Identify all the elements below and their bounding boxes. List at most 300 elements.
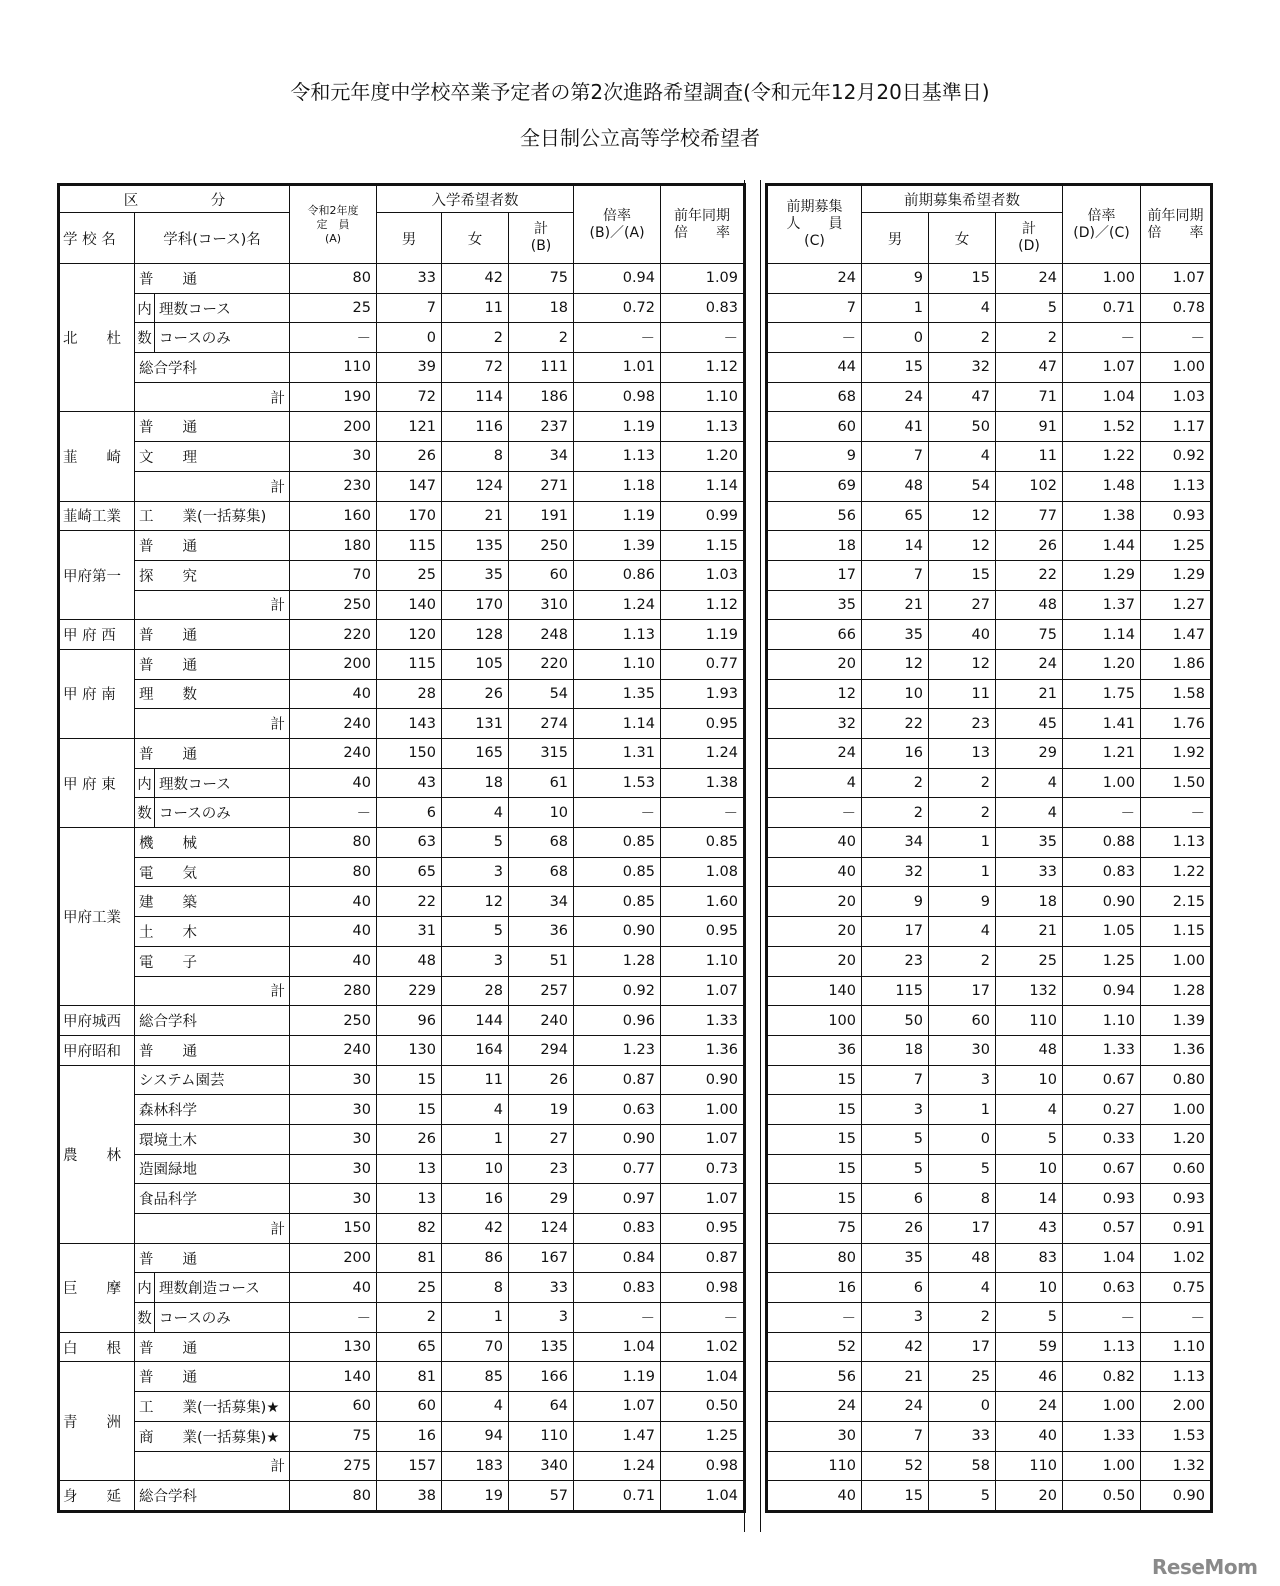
subject-name-cell: 総合学科: [135, 1006, 290, 1036]
prev-ratio-cell: 1.04: [661, 1362, 745, 1392]
ratio-ba-cell: 1.23: [574, 1035, 661, 1065]
capacity-a-cell: 150: [290, 1214, 377, 1244]
subject-name-cell: 普 通: [135, 1332, 290, 1362]
male-cell: 121: [377, 412, 442, 442]
female-cell: 1: [442, 1124, 509, 1154]
total-d-cell: 102: [996, 471, 1063, 501]
female-cell: 4: [442, 1392, 509, 1422]
table-row: [59, 323, 745, 353]
total-d-cell: 10: [996, 1065, 1063, 1095]
early-female-cell: 0: [929, 1124, 996, 1154]
prev-ratio-cell: 0.85: [661, 828, 745, 858]
capacity-a-cell: 40: [290, 1273, 377, 1303]
capacity-a-cell: 230: [290, 471, 377, 501]
early-female-cell: 4: [929, 917, 996, 947]
table-row: [767, 828, 1212, 858]
header-male-right: 男: [862, 213, 929, 264]
male-cell: 65: [377, 1332, 442, 1362]
male-cell: 25: [377, 560, 442, 590]
header-total-b: [509, 213, 574, 264]
ratio-ba-cell: 0.96: [574, 1006, 661, 1036]
table-row: [59, 1362, 745, 1392]
prev-ratio-cell: 1.07: [661, 1124, 745, 1154]
ratio-ba-cell: 1.39: [574, 531, 661, 561]
table-row: [767, 531, 1212, 561]
male-cell: 31: [377, 917, 442, 947]
prev-ratio-cell: 1.12: [661, 353, 745, 383]
table-row: [59, 1095, 745, 1125]
total-d-cell: 45: [996, 709, 1063, 739]
female-cell: 4: [442, 798, 509, 828]
inner-count-marker: 数: [135, 798, 155, 828]
early-prev-ratio-cell: 1.32: [1141, 1451, 1212, 1481]
capacity-a-cell: 30: [290, 442, 377, 472]
early-female-cell: 4: [929, 1273, 996, 1303]
capacity-c-cell: 20: [767, 946, 862, 976]
table-row: [767, 382, 1212, 412]
early-female-cell: 58: [929, 1451, 996, 1481]
male-cell: 13: [377, 1154, 442, 1184]
total-d-cell: 22: [996, 560, 1063, 590]
header-applicants: 入学希望者数: [377, 185, 574, 213]
male-cell: 170: [377, 501, 442, 531]
ratio-ba-cell: 1.04: [574, 1332, 661, 1362]
early-female-cell: 12: [929, 649, 996, 679]
male-cell: 72: [377, 382, 442, 412]
capacity-c-cell: 110: [767, 1451, 862, 1481]
subject-name-cell: 造園緑地: [135, 1154, 290, 1184]
male-cell: 115: [377, 531, 442, 561]
table-row: [59, 1006, 745, 1036]
table-row: [59, 471, 745, 501]
female-cell: 11: [442, 1065, 509, 1095]
ratio-dc-cell: 1.38: [1063, 501, 1141, 531]
subtotal-label: 計: [135, 976, 290, 1006]
table-row: [59, 1065, 745, 1095]
table-row: [59, 1154, 745, 1184]
total-d-cell: 2: [996, 323, 1063, 353]
early-prev-ratio-cell: 0.92: [1141, 442, 1212, 472]
male-cell: 15: [377, 1095, 442, 1125]
ratio-ba-cell: 0.87: [574, 1065, 661, 1095]
header-male: 男: [377, 213, 442, 264]
table-row: [59, 412, 745, 442]
header-total-d-line2: (D): [1018, 238, 1040, 254]
header-female-right: 女: [929, 213, 996, 264]
subject-name-cell: 普 通: [135, 620, 290, 650]
capacity-c-cell: 20: [767, 649, 862, 679]
table-row: [59, 1481, 745, 1512]
male-cell: 39: [377, 353, 442, 383]
ratio-dc-cell: 1.44: [1063, 531, 1141, 561]
ratio-ba-cell: 1.31: [574, 739, 661, 769]
early-male-cell: 34: [862, 828, 929, 858]
table-row: [767, 1184, 1212, 1214]
early-female-cell: 2: [929, 323, 996, 353]
male-cell: 13: [377, 1184, 442, 1214]
table-row: [59, 1451, 745, 1481]
total-d-cell: 91: [996, 412, 1063, 442]
total-b-cell: 271: [509, 471, 574, 501]
capacity-c-cell: 24: [767, 264, 862, 294]
ratio-ba-cell: 1.01: [574, 353, 661, 383]
male-cell: 6: [377, 798, 442, 828]
header-capacity-c-line1: 前期募集: [786, 199, 843, 215]
prev-ratio-cell: 0.98: [661, 1451, 745, 1481]
female-cell: 21: [442, 501, 509, 531]
prev-ratio-cell: 1.08: [661, 857, 745, 887]
total-d-cell: 5: [996, 1124, 1063, 1154]
capacity-a-cell: 40: [290, 887, 377, 917]
total-d-cell: 21: [996, 917, 1063, 947]
table-row: [59, 1332, 745, 1362]
capacity-a-cell: 80: [290, 1481, 377, 1512]
female-cell: 131: [442, 709, 509, 739]
early-female-cell: 50: [929, 412, 996, 442]
early-prev-ratio-cell: 1.58: [1141, 679, 1212, 709]
ratio-dc-cell: 0.63: [1063, 1273, 1141, 1303]
capacity-c-cell: 32: [767, 709, 862, 739]
table-row: [59, 1303, 745, 1333]
ratio-ba-cell: 0.90: [574, 1124, 661, 1154]
early-female-cell: 9: [929, 887, 996, 917]
table-row: [767, 293, 1212, 323]
capacity-a-cell: 250: [290, 1006, 377, 1036]
table-row: [767, 1273, 1212, 1303]
header-ratio-line2: (B)／(A): [589, 224, 645, 241]
capacity-a-cell: 190: [290, 382, 377, 412]
table-row: [59, 620, 745, 650]
total-b-cell: 2: [509, 323, 574, 353]
subject-name-cell: 普 通: [135, 739, 290, 769]
capacity-a-cell: 60: [290, 1392, 377, 1422]
capacity-c-cell: 20: [767, 887, 862, 917]
total-d-cell: 48: [996, 590, 1063, 620]
ratio-dc-cell: 1.00: [1063, 1451, 1141, 1481]
prev-ratio-cell: 1.07: [661, 1184, 745, 1214]
early-male-cell: 22: [862, 709, 929, 739]
total-d-cell: 26: [996, 531, 1063, 561]
total-d-cell: 35: [996, 828, 1063, 858]
table-row: [767, 798, 1212, 828]
table-row: [767, 649, 1212, 679]
ratio-ba-cell: 1.24: [574, 1451, 661, 1481]
male-cell: 33: [377, 264, 442, 294]
table-row: [767, 709, 1212, 739]
table-row: [767, 739, 1212, 769]
prev-ratio-cell: 1.00: [661, 1095, 745, 1125]
female-cell: 3: [442, 946, 509, 976]
table-row: [767, 1362, 1212, 1392]
early-prev-ratio-cell: 1.07: [1141, 264, 1212, 294]
early-male-cell: 115: [862, 976, 929, 1006]
table-row: [767, 560, 1212, 590]
total-b-cell: 111: [509, 353, 574, 383]
female-cell: 105: [442, 649, 509, 679]
total-d-cell: 5: [996, 293, 1063, 323]
early-male-cell: 9: [862, 264, 929, 294]
table-row: [59, 679, 745, 709]
early-male-cell: 5: [862, 1124, 929, 1154]
prev-ratio-cell: 0.90: [661, 1065, 745, 1095]
ratio-ba-cell: 1.47: [574, 1421, 661, 1451]
capacity-c-cell: 100: [767, 1006, 862, 1036]
capacity-a-cell: 25: [290, 293, 377, 323]
early-male-cell: 41: [862, 412, 929, 442]
early-prev-ratio-cell: －: [1141, 323, 1212, 353]
total-d-cell: 110: [996, 1006, 1063, 1036]
total-d-cell: 75: [996, 620, 1063, 650]
male-cell: 115: [377, 649, 442, 679]
table-row: [767, 264, 1212, 294]
capacity-c-cell: 69: [767, 471, 862, 501]
capacity-c-cell: 80: [767, 1243, 862, 1273]
total-d-cell: 18: [996, 887, 1063, 917]
school-name-cell: 甲 府 東: [59, 739, 135, 828]
female-cell: 5: [442, 828, 509, 858]
male-cell: 38: [377, 1481, 442, 1512]
early-male-cell: 21: [862, 1362, 929, 1392]
ratio-ba-cell: 0.92: [574, 976, 661, 1006]
subject-name-cell: 普 通: [135, 1362, 290, 1392]
ratio-ba-cell: 0.72: [574, 293, 661, 323]
capacity-a-cell: 160: [290, 501, 377, 531]
total-d-cell: 47: [996, 353, 1063, 383]
subject-name-cell: 総合学科: [135, 1481, 290, 1512]
header-prev-ratio-right: [1141, 185, 1212, 264]
table-row: [59, 887, 745, 917]
early-male-cell: 9: [862, 887, 929, 917]
total-b-cell: 110: [509, 1421, 574, 1451]
subject-name-cell: 理数コース: [155, 293, 290, 323]
prev-ratio-cell: 0.77: [661, 649, 745, 679]
subject-name-cell: 理 数: [135, 679, 290, 709]
early-female-cell: 2: [929, 946, 996, 976]
ratio-dc-cell: 1.05: [1063, 917, 1141, 947]
ratio-dc-cell: －: [1063, 323, 1141, 353]
school-name-cell: 青 洲: [59, 1362, 135, 1481]
early-female-cell: 1: [929, 1095, 996, 1125]
table-row: [767, 442, 1212, 472]
capacity-a-cell: 200: [290, 412, 377, 442]
early-male-cell: 0: [862, 323, 929, 353]
capacity-c-cell: 40: [767, 1481, 862, 1512]
capacity-c-cell: 44: [767, 353, 862, 383]
early-female-cell: 0: [929, 1392, 996, 1422]
male-cell: 63: [377, 828, 442, 858]
early-female-cell: 23: [929, 709, 996, 739]
total-d-cell: 10: [996, 1273, 1063, 1303]
total-d-cell: 59: [996, 1332, 1063, 1362]
table-row: [59, 1392, 745, 1422]
early-male-cell: 18: [862, 1035, 929, 1065]
table-row: [59, 442, 745, 472]
total-b-cell: 240: [509, 1006, 574, 1036]
early-male-cell: 65: [862, 501, 929, 531]
capacity-c-cell: 35: [767, 590, 862, 620]
capacity-c-cell: 60: [767, 412, 862, 442]
female-cell: 144: [442, 1006, 509, 1036]
female-cell: 165: [442, 739, 509, 769]
early-prev-ratio-cell: 2.15: [1141, 887, 1212, 917]
early-male-cell: 35: [862, 1243, 929, 1273]
female-cell: 183: [442, 1451, 509, 1481]
early-male-cell: 7: [862, 1065, 929, 1095]
subject-name-cell: 普 通: [135, 531, 290, 561]
early-prev-ratio-cell: 1.00: [1141, 1095, 1212, 1125]
ratio-dc-cell: 1.00: [1063, 768, 1141, 798]
early-prev-ratio-cell: 1.02: [1141, 1243, 1212, 1273]
early-prev-ratio-cell: 1.53: [1141, 1421, 1212, 1451]
total-b-cell: 135: [509, 1332, 574, 1362]
capacity-c-cell: 4: [767, 768, 862, 798]
school-name-cell: 甲府工業: [59, 828, 135, 1006]
inner-count-marker: 数: [135, 1303, 155, 1333]
capacity-a-cell: 240: [290, 1035, 377, 1065]
school-name-cell: 白 根: [59, 1332, 135, 1362]
subject-name-cell: 土 木: [135, 917, 290, 947]
applicants-table: [57, 183, 746, 1513]
capacity-a-cell: 30: [290, 1154, 377, 1184]
prev-ratio-cell: 1.60: [661, 887, 745, 917]
male-cell: 130: [377, 1035, 442, 1065]
ratio-dc-cell: 1.20: [1063, 649, 1141, 679]
early-female-cell: 25: [929, 1362, 996, 1392]
total-d-cell: 77: [996, 501, 1063, 531]
early-prev-ratio-cell: 0.90: [1141, 1481, 1212, 1512]
prev-ratio-cell: 0.83: [661, 293, 745, 323]
female-cell: 114: [442, 382, 509, 412]
table-row: [767, 1214, 1212, 1244]
female-cell: 42: [442, 264, 509, 294]
capacity-c-cell: 24: [767, 1392, 862, 1422]
female-cell: 11: [442, 293, 509, 323]
table-row: [767, 471, 1212, 501]
resemom-logo: ReseMom: [1152, 1555, 1258, 1579]
early-male-cell: 1: [862, 293, 929, 323]
prev-ratio-cell: 1.24: [661, 739, 745, 769]
table-row: [59, 709, 745, 739]
capacity-c-cell: 15: [767, 1124, 862, 1154]
early-prev-ratio-cell: 0.80: [1141, 1065, 1212, 1095]
ratio-ba-cell: 0.83: [574, 1214, 661, 1244]
ratio-dc-cell: 1.00: [1063, 264, 1141, 294]
capacity-a-cell: 30: [290, 1095, 377, 1125]
early-male-cell: 48: [862, 471, 929, 501]
table-row: [767, 1006, 1212, 1036]
subject-name-cell: 電 気: [135, 857, 290, 887]
total-d-cell: 29: [996, 739, 1063, 769]
early-prev-ratio-cell: 2.00: [1141, 1392, 1212, 1422]
capacity-c-cell: －: [767, 1303, 862, 1333]
female-cell: 164: [442, 1035, 509, 1065]
subject-name-cell: 機 械: [135, 828, 290, 858]
total-b-cell: 124: [509, 1214, 574, 1244]
male-cell: 15: [377, 1065, 442, 1095]
table-row: [767, 412, 1212, 442]
early-male-cell: 7: [862, 560, 929, 590]
capacity-c-cell: 52: [767, 1332, 862, 1362]
ratio-ba-cell: 0.86: [574, 560, 661, 590]
capacity-a-cell: 240: [290, 709, 377, 739]
table-row: [59, 946, 745, 976]
capacity-c-cell: 15: [767, 1154, 862, 1184]
early-female-cell: 17: [929, 1214, 996, 1244]
early-prev-ratio-cell: 1.36: [1141, 1035, 1212, 1065]
female-cell: 35: [442, 560, 509, 590]
ratio-ba-cell: 1.28: [574, 946, 661, 976]
ratio-ba-cell: －: [574, 323, 661, 353]
capacity-a-cell: 200: [290, 1243, 377, 1273]
early-male-cell: 32: [862, 857, 929, 887]
total-d-cell: 25: [996, 946, 1063, 976]
female-cell: 26: [442, 679, 509, 709]
female-cell: 8: [442, 1273, 509, 1303]
female-cell: 70: [442, 1332, 509, 1362]
male-cell: 157: [377, 1451, 442, 1481]
capacity-c-cell: 36: [767, 1035, 862, 1065]
male-cell: 229: [377, 976, 442, 1006]
subject-name-cell: 環境土木: [135, 1124, 290, 1154]
ratio-dc-cell: 1.48: [1063, 471, 1141, 501]
subject-name-cell: 食品科学: [135, 1184, 290, 1214]
header-total-line1: 計: [534, 221, 548, 237]
early-male-cell: 52: [862, 1451, 929, 1481]
document-title: 令和元年度中学校卒業予定者の第2次進路希望調査(令和元年12月20日基準日): [290, 80, 990, 104]
prev-ratio-cell: 1.04: [661, 1481, 745, 1512]
capacity-a-cell: 70: [290, 560, 377, 590]
subject-name-cell: 商 業(一括募集)★: [135, 1421, 290, 1451]
prev-ratio-cell: 1.15: [661, 531, 745, 561]
male-cell: 26: [377, 442, 442, 472]
ratio-dc-cell: 1.25: [1063, 946, 1141, 976]
header-capacity-line1: 令和2年度: [307, 203, 359, 217]
female-cell: 10: [442, 1154, 509, 1184]
total-d-cell: 4: [996, 768, 1063, 798]
early-female-cell: 1: [929, 857, 996, 887]
subject-name-cell: コースのみ: [155, 1303, 290, 1333]
subject-name-cell: 普 通: [135, 412, 290, 442]
male-cell: 48: [377, 946, 442, 976]
prev-ratio-cell: 1.38: [661, 768, 745, 798]
table-row: [767, 353, 1212, 383]
ratio-ba-cell: 1.19: [574, 1362, 661, 1392]
subject-name-cell: システム園芸: [135, 1065, 290, 1095]
header-capacity-c-line3: (C): [804, 233, 825, 249]
total-b-cell: 75: [509, 264, 574, 294]
total-b-cell: 33: [509, 1273, 574, 1303]
table-row: [59, 976, 745, 1006]
inner-count-marker: 内: [135, 768, 155, 798]
subject-name-cell: 理数コース: [155, 768, 290, 798]
total-b-cell: 51: [509, 946, 574, 976]
ratio-ba-cell: 1.35: [574, 679, 661, 709]
subject-name-cell: 普 通: [135, 1243, 290, 1273]
prev-ratio-cell: 0.87: [661, 1243, 745, 1273]
ratio-dc-cell: 1.75: [1063, 679, 1141, 709]
capacity-c-cell: 15: [767, 1065, 862, 1095]
capacity-c-cell: 12: [767, 679, 862, 709]
total-d-cell: 48: [996, 1035, 1063, 1065]
total-d-cell: 24: [996, 1392, 1063, 1422]
ratio-dc-cell: －: [1063, 798, 1141, 828]
early-male-cell: 16: [862, 739, 929, 769]
ratio-dc-cell: 0.94: [1063, 976, 1141, 1006]
female-cell: 170: [442, 590, 509, 620]
table-row: [767, 1392, 1212, 1422]
early-prev-ratio-cell: 1.39: [1141, 1006, 1212, 1036]
total-b-cell: 54: [509, 679, 574, 709]
